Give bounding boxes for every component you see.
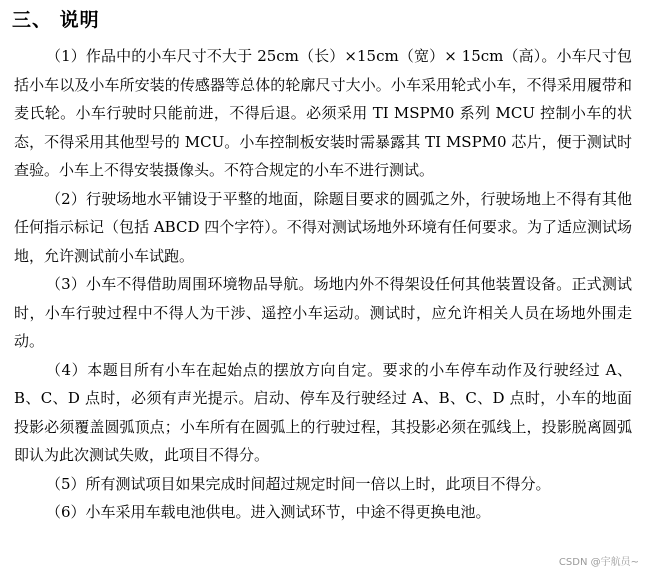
paragraph-3: （3）小车不得借助周围环境物品导航。场地内外不得架设任何其他装置设备。正式测试时，小车行驶过程中不得人为干涉、遥控小车运动。测试时，应允许相关人员在场地外围走动。 [14, 275, 632, 350]
paragraph-2: （2）行驶场地水平铺设于平整的地面，除题目要求的圆弧之外，行驶场地上不得有其他任何指示标记（包括 ABCD 四个字符）。不得对测试场地外环境有任何要求。为了适应测试场地，允许测试前小车试跑。 [14, 189, 632, 265]
csdn-watermark: CSDN @宇航员~ [558, 557, 639, 568]
section-heading: 三、 说明 [12, 9, 100, 31]
instructions-body [14, 42, 632, 527]
paragraph-4: （4）本题目所有小车在起始点的摆放方向自定。要求的小车停车动作及行驶经过 A、B、C、D 点时，必须有声光提示。启动、停车及行驶经过 A、B、C、D 点时，小车的地面投影必须覆盖圆弧顶点；小车所有在圆弧上的行驶过程，其投影必须在弧线上，投影脱离圆弧即认为此次测试失败，此项目不得分。 [14, 360, 632, 464]
paragraph-1: （1）作品中的小车尺寸不大于 25cm（长）×15cm（宽）× 15cm（高）。小车尺寸包括小车以及小车所安装的传感器等总体的轮廓尺寸大小。小车采用轮式小车，不得采用履带和麦氏轮。小车行驶时只能前进，不得后退。必须采用 TI MSPM0 系列 MCU 控制小车的状态，不得采用其他型号的 MCU。小车控制板安装时需暴露其 TI MSPM0 芯片，便于测试时查验。小车上不得安装摄像头。不符合规定的小车不进行测试。 [14, 47, 632, 179]
paragraph-5: （5）所有测试项目如果完成时间超过规定时间一倍以上时，此项目不得分。 [46, 474, 551, 493]
paragraph-6: （6）小车采用车载电池供电。进入测试环节，中途不得更换电池。 [46, 503, 491, 521]
